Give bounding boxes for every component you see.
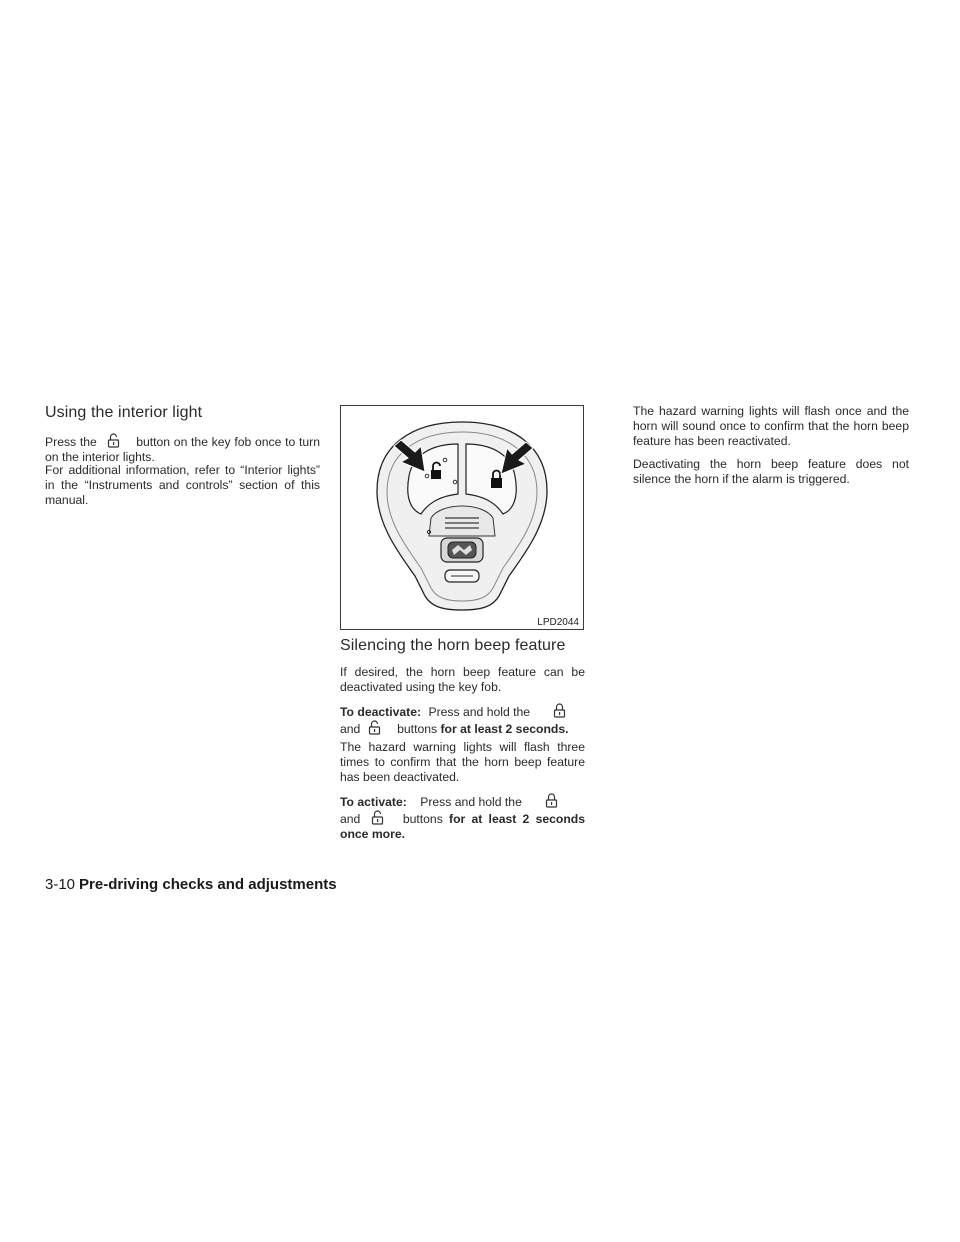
reactivation-confirmation: The hazard warning lights will flash once and the horn will sound once to confirm that the horn beep feature has been reactivated. [633, 404, 909, 449]
page-footer [45, 876, 337, 893]
heading-interior-light: Using the interior light [45, 404, 203, 421]
unlock-icon [371, 810, 385, 825]
deactivate-instruction: To deactivate: Press and hold the and buttons for at least 2 seconds. [340, 705, 569, 737]
lock-icon [553, 703, 567, 718]
figure-label: LPD2044 [537, 617, 579, 628]
interior-light-paragraph: Press the button on the key fob once to turn on the interior lights. [45, 435, 320, 465]
deactivate-confirmation: The hazard warning lights will flash three times to confirm that the horn beep feature has been deactivated. [340, 740, 585, 785]
alarm-note: Deactivating the horn beep feature does not silence the horn if the alarm is triggered. [633, 457, 909, 487]
heading-horn-beep: Silencing the horn beep feature [340, 637, 566, 654]
activate-instruction: To activate: Press and hold the and buttons for at least 2 seconds once more. [340, 795, 586, 842]
unlock-icon [107, 433, 121, 448]
lock-icon [545, 793, 559, 808]
horn-beep-intro: If desired, the horn beep feature can be deactivated using the key fob. [340, 665, 585, 695]
interior-light-reference: For additional information, refer to “Interior lights” in the “Instruments and controls” section of this manual. [45, 463, 320, 508]
section-title: Pre-driving checks and adjustments [79, 876, 337, 893]
page-number: 3-10 [45, 876, 76, 893]
key-fob-figure [340, 405, 584, 630]
key-fob-illustration [341, 406, 583, 629]
unlock-icon [368, 720, 382, 735]
